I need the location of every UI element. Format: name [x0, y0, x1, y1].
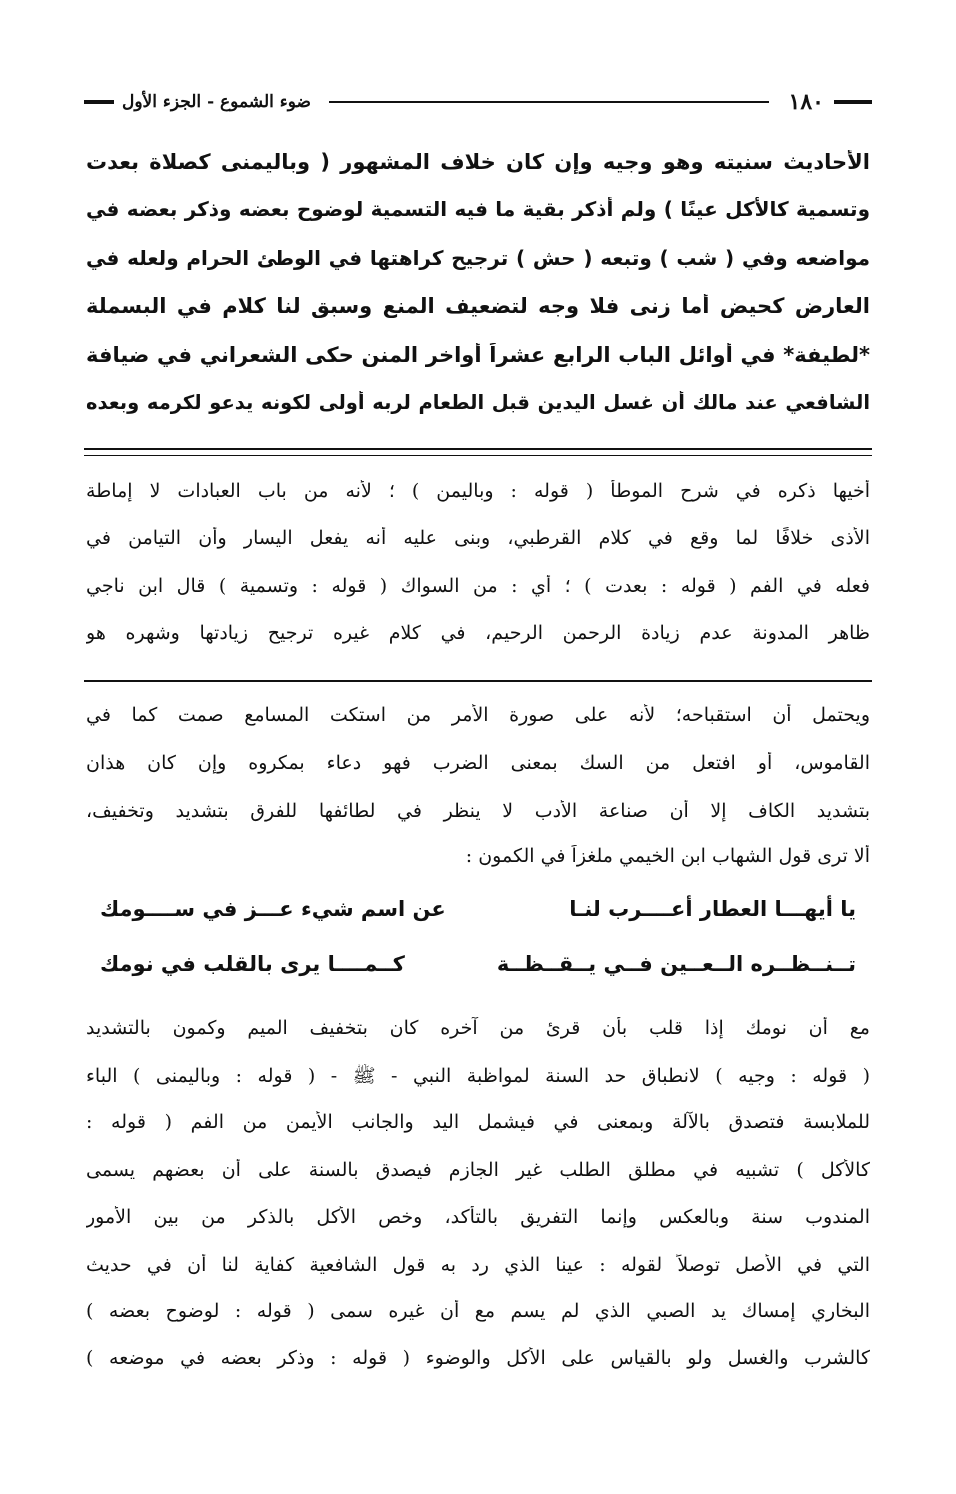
- footnote-separator-bottom: [84, 455, 872, 456]
- main-text-line: *لطيفة* في أوائل الباب الرابع عشراً أواخر المنن حكى الشعراني في ضيافة: [86, 343, 870, 367]
- verse-second-hemistich: كــمــــا يرى بالقلب في نومك: [100, 952, 405, 976]
- footnote-line: ( قوله : وجيه ) لانطباق حد السنة لمواظبة النبي - ﷺ - ( قوله : وباليمنى ) الباء: [86, 1065, 870, 1087]
- main-text-line: العارض كحيض أما زنى فلا وجه لتضعيف المنع وسبق لنا كلام في البسملة: [86, 294, 870, 318]
- poem-verse: [100, 952, 856, 976]
- footnote-line: مع أن نومك إذا قلب بأن قرئ من آخره كان بتخفيف الميم وكمون بالتشديد: [86, 1017, 870, 1039]
- footnote-line: الأذى خلافًا لما وقع في كلام القرطبي، وبنى عليه أنه يفعل اليسار وأن التيامن في: [86, 527, 870, 549]
- header-dash-right: [834, 100, 872, 104]
- footnote-line: ألا ترى قول الشهاب ابن الخيمي ملغزاً في الكمون :: [465, 845, 870, 867]
- page-number: ١٨٠: [788, 89, 824, 115]
- footnote-line: ظاهر المدونة عدم زيادة الرحمن الرحيم، في كلام غيره ترجيح زيادتها وشهره هو: [86, 622, 870, 644]
- footnote-divider: [84, 680, 872, 682]
- main-text-line: مواضعه وفي ( شب ) وتبعه ( حش ) ترجيح كراهتها في الوطئ الحرام ولعله في: [86, 246, 870, 270]
- footnote-line: المندوب سنة وبالعكس وإنما التفريق بالتأكد، وخص الأكل بالذكر من بين الأمور: [86, 1206, 870, 1228]
- footnote-line: أخيها ذكره في شرح الموطأ ( قوله : وباليمن ) ؛ لأنه من باب العبادات لا إماطة: [86, 480, 870, 502]
- verse-first-hemistich: يا أيهـــا العطار أعــــرب لنـا: [569, 897, 856, 921]
- main-text-line: وتسمية كالأكل عينًا ) ولم أذكر بقية ما فيه التسمية لوضوح بعضه وذكر بعضه في: [86, 197, 870, 221]
- footnote-line: فعله في الفم ( قوله : بعدت ) ؛ أي : من السواك ( قوله : وتسمية ) قال ابن ناجي: [86, 575, 870, 597]
- footnote-line: البخاري إمساك يد الصبي الذي لم يسم مع أن غيره سمى ( قوله : لوضوح بعضه ): [86, 1300, 870, 1322]
- footnote-line: بتشديد الكاف إلا أن صناعة الأدب لا ينظر في لطائفها للفرق بتشديد وتخفيف،: [86, 800, 870, 822]
- footnote-line: القاموس، أو افتعل من السك بمعنى الضرب فهو دعاء بمكروه وإن كان هذان: [86, 752, 870, 774]
- page-header: [84, 84, 872, 120]
- header-rule: [329, 101, 769, 103]
- footnote-line: التي في الأصل توصلاً لقوله : عينا الذي رد به قول الشافعية كفاية لنا أن في حديث: [86, 1254, 870, 1276]
- header-dash-left: [84, 100, 114, 104]
- running-title: ضوء الشموع - الجزء الأول: [122, 92, 311, 112]
- main-text-line: الشافعي عند مالك أن غسل اليدين قبل الطعام لربه أولى لكونه يدعو لكرمه وبعده: [86, 391, 870, 414]
- footnote-line: ويحتمل أن استقباحه؛ لأنه على صورة الأمر من استكت المسامع صمت كما في: [86, 704, 870, 726]
- poem-verse: [100, 897, 856, 921]
- footnote-line: كالشرب والغسل ولو بالقياس على الأكل والوضوء ( قوله : وذكر بعضه في موضعه ): [86, 1347, 870, 1369]
- main-text-line: الأحاديث سنيته وهو وجيه وإن كان خلاف المشهور ( وباليمنى كصلاة بعدت: [86, 150, 870, 174]
- verse-second-hemistich: عن اسم شيء عـــز في ســــومك: [100, 897, 446, 921]
- verse-first-hemistich: تــنــظــره الــعــين فــي يــقــظــة: [496, 952, 856, 976]
- footnote-line: كالأكل ) تشبيه في مطلق الطلب غير الجازم فيصدق بالسنة على أن بعضهم يسمى: [86, 1159, 870, 1181]
- footnote-line: للملابسة فتصدق بالآلة وبمعنى في فيشمل اليد والجانب الأيمن من الفم ( قوله :: [86, 1111, 870, 1133]
- footnote-separator-top: [84, 448, 872, 450]
